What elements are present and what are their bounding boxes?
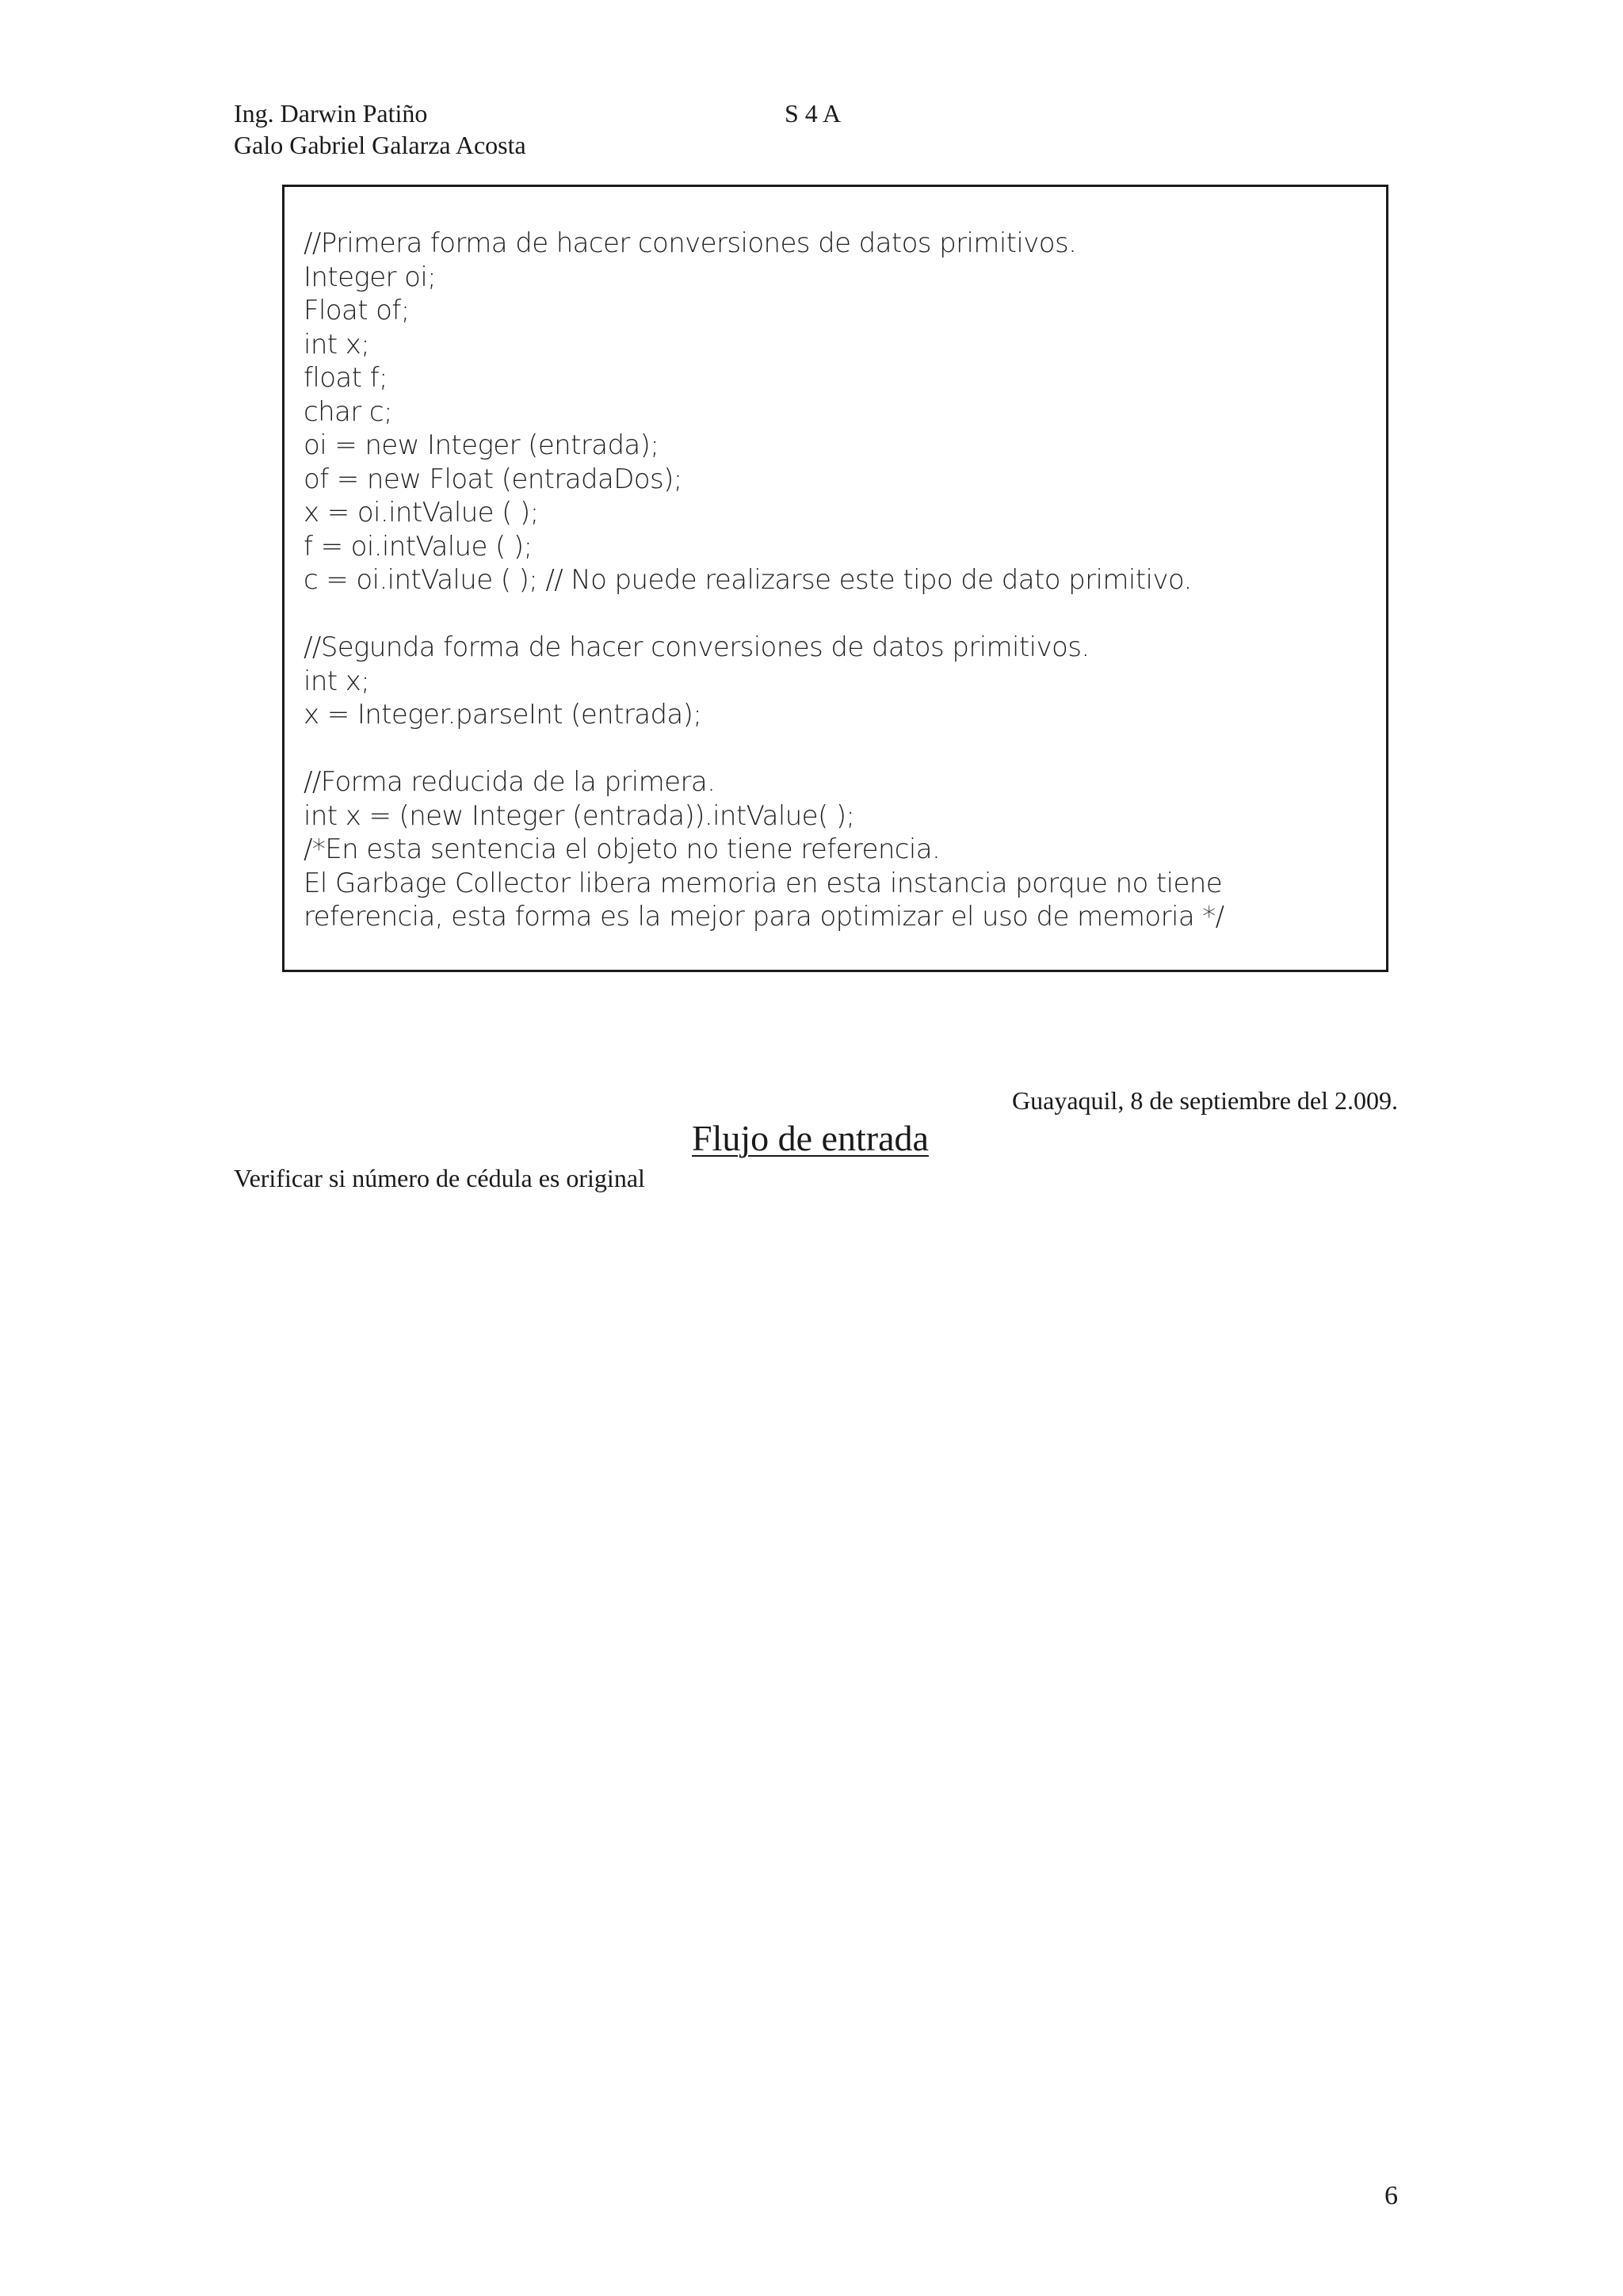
code-line: Float of; [304,295,410,326]
code-line: int x; [304,665,370,697]
code-line: /*En esta sentencia el objeto no tiene referencia. [304,833,941,865]
code-line: c = oi.intValue ( ); // No puede realizarse este tipo de dato primitivo. [304,564,1192,596]
code-line-blank [304,732,1365,766]
code-box [282,185,1388,972]
code-line: int x; [304,328,370,360]
section-title: Flujo de entrada [692,1118,929,1158]
code-line: El Garbage Collector libera memoria en esta instancia porque no tiene [304,867,1223,899]
code-line: referencia, esta forma es la mejor para optimizar el uso de memoria */ [304,901,1224,933]
header-author: Ing. Darwin Patiño [234,99,428,128]
code-line: //Primera forma de hacer conversiones de datos primitivos. [304,227,1077,259]
code-line: float f; [304,362,388,394]
page-number: 6 [1384,2181,1398,2210]
code-line: f = oi.intValue ( ); [304,530,533,563]
header-course: S 4 A [785,99,842,128]
section-text: Verificar si número de cédula es original [234,1164,645,1192]
code-lines [304,227,1365,934]
code-line: //Segunda forma de hacer conversiones de datos primitivos. [304,631,1090,663]
code-line-blank [304,597,1365,631]
code-line: char c; [304,395,392,428]
header-student: Galo Gabriel Galarza Acosta [234,131,526,159]
date-line: Guayaquil, 8 de septiembre del 2.009. [1012,1086,1398,1115]
code-line: Integer oi; [304,261,437,293]
code-line: of = new Float (entradaDos); [304,463,682,495]
code-line: //Forma reducida de la primera. [304,766,716,798]
code-line: x = Integer.parseInt (entrada); [304,699,702,730]
code-line: int x = (new Integer (entrada)).intValue( ); [304,799,855,832]
code-line: x = oi.intValue ( ); [304,497,539,528]
code-line: oi = new Integer (entrada); [304,429,659,461]
